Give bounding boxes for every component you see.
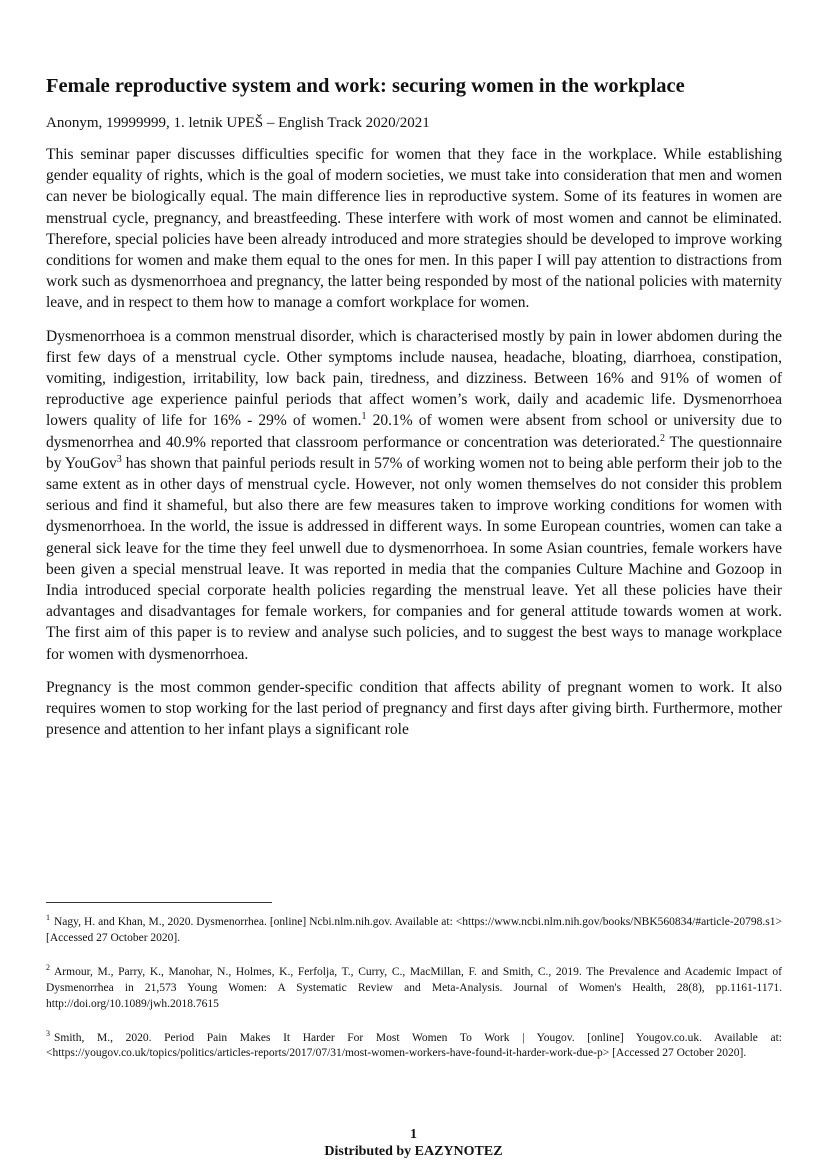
paragraph-intro: This seminar paper discusses difficulties specific for women that they face in the workplace. While establishing gender equality of rights, which is the goal of modern societies, we must take into consideration that men and women can never be biologically equal. The main difference lies in reproductive system. Some of its features in women are menstrual cycle, pregnancy, and breastfeeding. These interfere with work of most women and cannot be eliminated. Therefore, special policies have been already introduced and more strategies should be developed to improve working conditions for women and make them equal to the ones for men. In this paper I will pay attention to distractions from work such as dysmenorrhoea and pregnancy, the latter being responded by most of the national policies with maternity leave, and in respect to them how to manage a comfort workplace for women. — [46, 146, 782, 312]
paragraph-text: 20.1% of women were absent from school or university due to dysmenorrhea and 40.9% reported that classroom performance or concentration was deteriorated. — [46, 412, 782, 451]
paragraph-dysmenorrhoea — [46, 326, 782, 665]
paragraph-pregnancy: Pregnancy is the most common gender-specific condition that affects ability of pregnant women to work. It also requires women to stop working for the last period of pregnancy and first days after giving birth. Furthermore, mother presence and attention to her infant plays a significant role — [46, 678, 782, 739]
footnote-ref-1[interactable]: 1 — [361, 411, 367, 423]
footnote-ref-2[interactable]: 2 — [659, 432, 665, 444]
footnote-mark: 3 — [46, 1028, 50, 1038]
paragraph-text: The questionnaire by YouGov — [46, 433, 782, 472]
distributed-by: Distributed by EAZYNOTEZ — [324, 1144, 503, 1159]
paper-title: Female reproductive system and work: securing women in the workplace — [46, 75, 685, 97]
footnote-text: Armour, M., Parry, K., Manohar, N., Holmes, K., Ferfolja, T., Curry, C., MacMillan, F. and Smith, C., 2019. The Prevalence and Academic Impact of Dysmenorrhea in 21,573 Young Women: A Systematic Review and Meta-Analysis. Journal of Women's Health, 28(8), pp.1161-1171. http://doi.org/10.1089/jwh.2018.7615 — [46, 965, 782, 1010]
footnotes — [46, 910, 782, 1075]
footnote-ref-3[interactable]: 3 — [116, 453, 122, 465]
footnote-text: Nagy, H. and Khan, M., 2020. Dysmenorrhea. [online] Ncbi.nlm.nih.gov. Available at: <https://www.ncbi.nlm.nih.gov/books/NBK560834/#article-20798.s1> [Accessed 27 October 2020]. — [46, 915, 782, 944]
page-number: 1 — [410, 1127, 417, 1142]
document-page — [46, 72, 782, 752]
author-line: Anonym, 19999999, 1. letnik UPEŠ – English Track 2020/2021 — [46, 115, 430, 131]
page-footer — [0, 1126, 827, 1160]
footnote-mark: 1 — [46, 913, 50, 922]
footnote-divider — [46, 902, 272, 903]
paragraph-text: has shown that painful periods result in 57% of working women not to being able perform their job to the same extent as in other days of menstrual cycle. However, not only women themselves do not consider this problem serious and find it shameful, but also there are few measures taken to improve working conditions for women with dysmenorrhoea. In the world, the issue is addressed in different ways. In some European countries, women can take a general sick leave for the time they feel unwell due to dysmenorrhoea. In some Asian countries, female workers have been given a special menstrual leave. It was reported in media that the companies Culture Machine and Gozoop in India introduced special corporate health policies regarding the menstrual leave. Yet all these policies have their advantages and disadvantages for female workers, for companies and for general attitude towards women at work. The first aim of this paper is to review and analyse such policies, and to suggest the best ways to manage workplace for women with dysmenorrhoea. — [46, 454, 782, 663]
footnote — [46, 1026, 782, 1062]
footnote-mark: 2 — [46, 962, 50, 972]
paragraph-text: Dysmenorrhoea is a common menstrual disorder, which is characterised mostly by pain in lower abdomen during the first few days of a menstrual cycle. Other symptoms include nausea, headache, bloating, diarrhoea, constipation, vomiting, indigestion, irritability, low back pain, tiredness, and dizziness. Between 16% and 91% of women of reproductive age experience painful periods that affect women’s work, daily and academic life. Dysmenorrhoea lowers quality of life for 16% - 29% of women. — [46, 327, 782, 430]
footnote — [46, 910, 782, 946]
footnote — [46, 960, 782, 1012]
footnote-text: Smith, M., 2020. Period Pain Makes It Harder For Most Women To Work | Yougov. [online] Yougov.co.uk. Available at: <https://yougov.co.uk/topics/politics/articles-reports/2017/07/31/most-women-workers-have-found-it-harder-work-due-p> [Accessed 27 October 2020]. — [46, 1031, 782, 1060]
